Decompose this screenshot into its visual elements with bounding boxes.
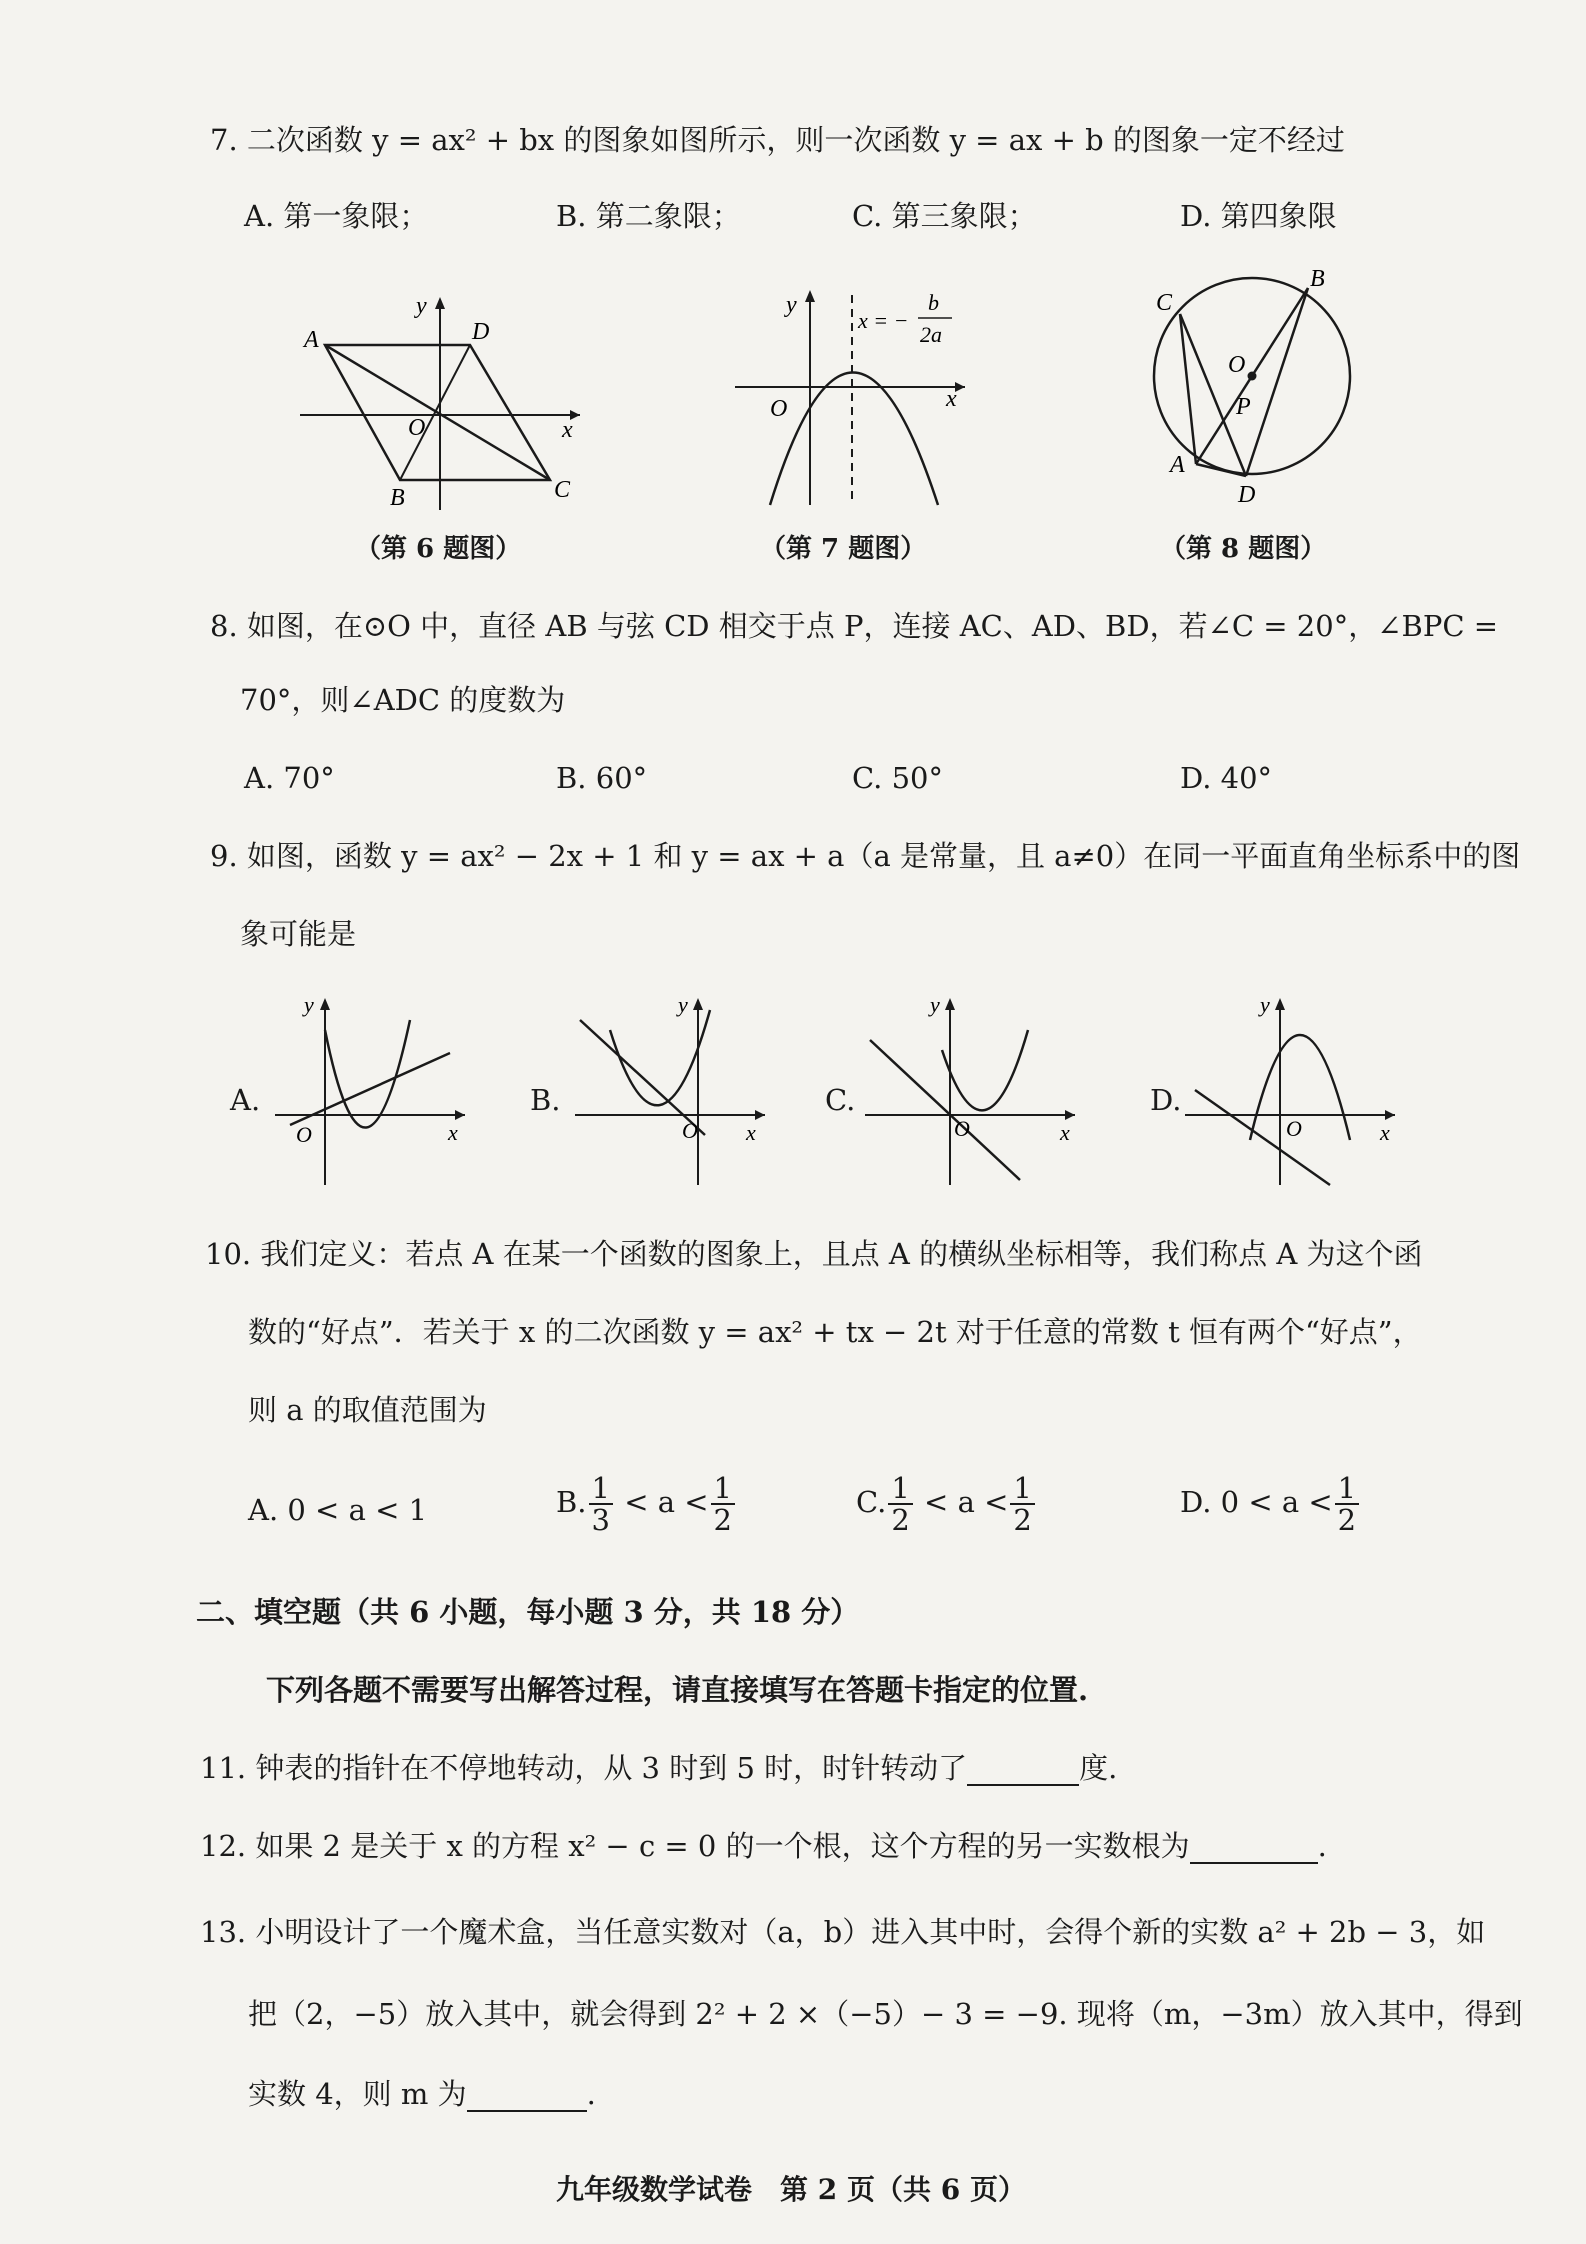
q10b-frac1-den: 3 [591, 1503, 610, 1537]
q10b-frac2-num: 1 [711, 1473, 735, 1505]
q9b-label-x: x [746, 1120, 756, 1145]
fig8-caption: （第 8 题图） [1160, 534, 1327, 564]
q10-option-a: A. 0 < a < 1 [248, 1493, 428, 1527]
q7-option-c: C. 第三象限； [852, 199, 1037, 233]
q10d-frac-den: 2 [1337, 1503, 1357, 1537]
fig7-label-x: x [946, 386, 957, 412]
fig6-caption: （第 6 题图） [355, 534, 522, 564]
q9b-label-o: O [682, 1118, 698, 1143]
figure-8-circle [1140, 268, 1370, 508]
fig7-label-o: O [770, 396, 788, 422]
q13-line3-text: 实数 4，则 m 为 [248, 2077, 467, 2111]
q10d-frac-num: 1 [1335, 1473, 1359, 1505]
q9-graph-c [860, 990, 1080, 1190]
fig7-caption: （第 7 题图） [760, 534, 927, 564]
fig7-axis-num: b [928, 290, 939, 315]
q9-graph-d-letter: D. [1150, 1083, 1182, 1117]
fig6-label-a: A [304, 327, 319, 353]
q9c-label-o: O [954, 1116, 970, 1141]
q9c-label-y: y [930, 992, 940, 1017]
q13-suffix: . [586, 2077, 596, 2111]
q10d-prefix: D. 0 < a < [1180, 1485, 1333, 1519]
q10b-mid: < a < [624, 1485, 709, 1519]
q12 [200, 1828, 1327, 1864]
q11 [200, 1750, 1117, 1786]
q9b-label-y: y [678, 992, 688, 1017]
q10-option-b [556, 1470, 737, 1535]
figure-6-rhombus [290, 285, 590, 515]
q8-option-d: D. 40° [1180, 761, 1273, 795]
q8-stem-line1: 8. 如图，在⊙O 中，直径 AB 与弦 CD 相交于点 P，连接 AC、AD、BD，若∠C = 20°，∠BPC = [210, 609, 1499, 643]
section2-heading: 二、填空题（共 6 小题，每小题 3 分，共 18 分） [196, 1595, 860, 1629]
q10-stem-line3: 则 a 的取值范围为 [248, 1393, 487, 1427]
fig8-label-c: C [1156, 290, 1173, 316]
q7-option-d: D. 第四象限 [1180, 199, 1337, 233]
fig7-axis-eq: x = − [858, 308, 909, 333]
q9a-label-y: y [304, 992, 314, 1017]
figure-7-parabola [730, 280, 970, 510]
q10-option-c [856, 1470, 1037, 1535]
q9-stem-line2: 象可能是 [240, 917, 357, 951]
q9d-label-y: y [1260, 992, 1270, 1017]
fig8-label-b: B [1310, 268, 1325, 292]
fig6-label-b: B [390, 485, 405, 511]
q10b-frac2-den: 2 [713, 1503, 732, 1537]
q10c-frac2-den: 2 [1013, 1503, 1032, 1537]
q11-text: 11. 钟表的指针在不停地转动，从 3 时到 5 时，时针转动了 [200, 1751, 968, 1785]
fig7-label-y: y [786, 292, 797, 318]
q9-graph-b [570, 990, 770, 1190]
q10b-frac1-num: 1 [589, 1473, 613, 1505]
q9a-label-o: O [296, 1122, 312, 1147]
q13-line3 [248, 2076, 596, 2112]
q9d-label-x: x [1380, 1120, 1390, 1145]
q13-line2: 把（2，−5）放入其中，就会得到 2² + 2 ×（−5）− 3 = −9. 现将（m，−3m）放入其中，得到 [248, 1997, 1523, 2031]
q11-answer-blank[interactable] [967, 1754, 1079, 1786]
q10c-prefix: C. [856, 1485, 887, 1519]
q7-option-a: A. 第一象限； [244, 199, 429, 233]
q10b-prefix: B. [556, 1485, 587, 1519]
fig6-label-x: x [562, 417, 573, 443]
q8-option-c: C. 50° [852, 761, 943, 795]
q10c-frac1-den: 2 [891, 1503, 910, 1537]
fig8-label-o: O [1228, 352, 1246, 378]
q13-answer-blank[interactable] [467, 2080, 587, 2112]
fig8-label-a: A [1170, 452, 1185, 478]
q12-text: 12. 如果 2 是关于 x 的方程 x² − c = 0 的一个根，这个方程的另一实数根为 [200, 1829, 1190, 1863]
q7-option-b: B. 第二象限； [556, 199, 741, 233]
q13-line1: 13. 小明设计了一个魔术盒，当任意实数对（a，b）进入其中时，会得个新的实数 a² + 2b − 3，如 [200, 1915, 1486, 1949]
q9c-label-x: x [1060, 1120, 1070, 1145]
fig6-label-o: O [408, 415, 426, 441]
q9a-label-x: x [448, 1120, 458, 1145]
fig8-label-p: P [1236, 394, 1251, 420]
q8-stem-line2: 70°，则∠ADC 的度数为 [240, 683, 566, 717]
q8-option-b: B. 60° [556, 761, 648, 795]
fig7-axis-den: 2a [920, 322, 942, 347]
q8-option-a: A. 70° [244, 761, 335, 795]
q10-option-d [1180, 1470, 1361, 1535]
q9-graph-c-letter: C. [825, 1083, 856, 1117]
q9d-label-o: O [1286, 1116, 1302, 1141]
page-footer: 九年级数学试卷 第 2 页（共 6 页） [556, 2173, 1026, 2206]
q7-stem: 7. 二次函数 y = ax² + bx 的图象如图所示，则一次函数 y = ax + b 的图象一定不经过 [210, 123, 1345, 157]
q10c-mid: < a < [924, 1485, 1009, 1519]
q9-graph-a-letter: A. [230, 1083, 261, 1117]
fig6-label-d: D [472, 319, 490, 345]
fig6-label-c: C [554, 477, 571, 503]
q9-stem-line1: 9. 如图，函数 y = ax² − 2x + 1 和 y = ax + a（a 是常量，且 a≠0）在同一平面直角坐标系中的图 [210, 839, 1521, 873]
q9-graph-b-letter: B. [530, 1083, 561, 1117]
q9-graph-d [1180, 990, 1400, 1190]
q9-graph-a [270, 990, 470, 1190]
fig8-label-d: D [1238, 482, 1256, 508]
fig6-label-y: y [416, 293, 427, 319]
q12-answer-blank[interactable] [1190, 1832, 1318, 1864]
q10-stem-line2: 数的“好点”．若关于 x 的二次函数 y = ax² + tx − 2t 对于任意的常数 t 恒有两个“好点”， [248, 1315, 1422, 1349]
q10-stem-line1: 10. 我们定义：若点 A 在某一个函数的图象上，且点 A 的横纵坐标相等，我们称点 A 为这个函 [205, 1237, 1423, 1271]
q12-suffix: . [1317, 1829, 1327, 1863]
q11-suffix: 度. [1079, 1751, 1118, 1785]
q10c-frac1-num: 1 [888, 1473, 912, 1505]
section2-instruction: 下列各题不需要写出解答过程，请直接填写在答题卡指定的位置. [266, 1673, 1089, 1707]
q10c-frac2-num: 1 [1010, 1473, 1034, 1505]
